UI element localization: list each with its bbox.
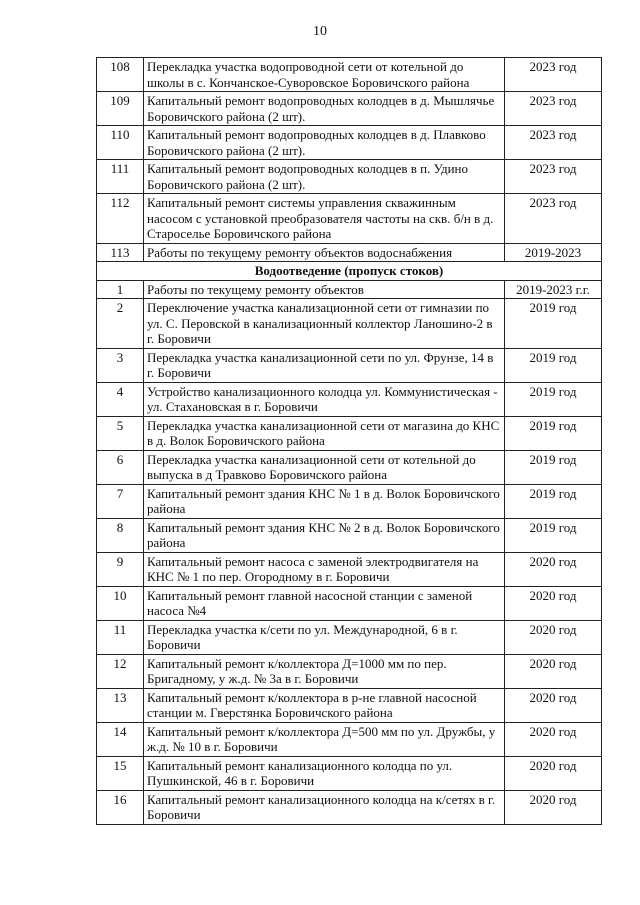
row-number: 111 bbox=[97, 160, 144, 194]
row-number: 113 bbox=[97, 243, 144, 262]
table-row bbox=[97, 552, 602, 586]
row-description: Капитальный ремонт водопроводных колодцев в д. Плавково Боровичского района (2 шт). bbox=[144, 126, 505, 160]
row-description: Капитальный ремонт канализационного колодца на к/сетях в г. Боровичи bbox=[144, 790, 505, 824]
table-row bbox=[97, 160, 602, 194]
row-year: 2023 год bbox=[505, 58, 602, 92]
row-description: Капитальный ремонт канализационного колодца по ул. Пушкинской, 46 в г. Боровичи bbox=[144, 756, 505, 790]
table-row bbox=[97, 382, 602, 416]
table-row bbox=[97, 280, 602, 299]
row-year: 2019 год bbox=[505, 518, 602, 552]
row-year: 2020 год bbox=[505, 586, 602, 620]
row-description: Работы по текущему ремонту объектов bbox=[144, 280, 505, 299]
table-row bbox=[97, 450, 602, 484]
row-description: Работы по текущему ремонту объектов водоснабжения bbox=[144, 243, 505, 262]
row-year: 2019-2023 г.г. bbox=[505, 280, 602, 299]
table-row bbox=[97, 790, 602, 824]
row-description: Перекладка участка канализационной сети от магазина до КНС в д. Волок Боровичского района bbox=[144, 416, 505, 450]
row-description: Перекладка участка водопроводной сети от котельной до школы в с. Кончанское-Суворовское Боровичского района bbox=[144, 58, 505, 92]
table-row bbox=[97, 620, 602, 654]
row-description: Капитальный ремонт к/коллектора в р-не главной насосной станции м. Гверстянка Боровичского района bbox=[144, 688, 505, 722]
row-year: 2023 год bbox=[505, 160, 602, 194]
row-number: 7 bbox=[97, 484, 144, 518]
row-number: 2 bbox=[97, 299, 144, 349]
row-description: Переключение участка канализационной сети от гимназии по ул. С. Перовской в канализационный коллектор Ланошино-2 в г. Боровичи bbox=[144, 299, 505, 349]
row-number: 13 bbox=[97, 688, 144, 722]
row-number: 4 bbox=[97, 382, 144, 416]
row-description: Капитальный ремонт насоса с заменой электродвигателя на КНС № 1 по пер. Огородному в г. Боровичи bbox=[144, 552, 505, 586]
table-row bbox=[97, 92, 602, 126]
table-row bbox=[97, 484, 602, 518]
row-number: 110 bbox=[97, 126, 144, 160]
table-row bbox=[97, 126, 602, 160]
row-number: 14 bbox=[97, 722, 144, 756]
row-year: 2020 год bbox=[505, 688, 602, 722]
row-year: 2019-2023 bbox=[505, 243, 602, 262]
row-description: Перекладка участка канализационной сети от котельной до выпуска в д Травково Боровичского района bbox=[144, 450, 505, 484]
row-description: Перекладка участка канализационной сети по ул. Фрунзе, 14 в г. Боровичи bbox=[144, 348, 505, 382]
works-table-body bbox=[97, 58, 602, 825]
row-description: Капитальный ремонт водопроводных колодцев в д. Мышлячье Боровичского района (2 шт). bbox=[144, 92, 505, 126]
row-year: 2023 год bbox=[505, 92, 602, 126]
row-number: 108 bbox=[97, 58, 144, 92]
row-year: 2019 год bbox=[505, 484, 602, 518]
section-row bbox=[97, 262, 602, 281]
table-row bbox=[97, 518, 602, 552]
row-number: 15 bbox=[97, 756, 144, 790]
row-description: Капитальный ремонт здания КНС № 1 в д. Волок Боровичского района bbox=[144, 484, 505, 518]
row-year: 2020 год bbox=[505, 722, 602, 756]
row-number: 10 bbox=[97, 586, 144, 620]
table-row bbox=[97, 243, 602, 262]
row-description: Капитальный ремонт здания КНС № 2 в д. Волок Боровичского района bbox=[144, 518, 505, 552]
row-year: 2020 год bbox=[505, 552, 602, 586]
row-year: 2023 год bbox=[505, 194, 602, 244]
row-year: 2019 год bbox=[505, 348, 602, 382]
row-year: 2020 год bbox=[505, 756, 602, 790]
row-number: 109 bbox=[97, 92, 144, 126]
row-number: 11 bbox=[97, 620, 144, 654]
row-number: 12 bbox=[97, 654, 144, 688]
row-description: Капитальный ремонт главной насосной станции с заменой насоса №4 bbox=[144, 586, 505, 620]
table-row bbox=[97, 586, 602, 620]
row-year: 2023 год bbox=[505, 126, 602, 160]
row-number: 8 bbox=[97, 518, 144, 552]
row-year: 2019 год bbox=[505, 416, 602, 450]
works-table bbox=[96, 57, 602, 825]
table-row bbox=[97, 348, 602, 382]
page-number: 10 bbox=[313, 24, 327, 39]
table-row bbox=[97, 194, 602, 244]
row-number: 16 bbox=[97, 790, 144, 824]
row-year: 2019 год bbox=[505, 382, 602, 416]
table-row bbox=[97, 722, 602, 756]
row-description: Капитальный ремонт к/коллектора Д=500 мм по ул. Дружбы, у ж.д. № 10 в г. Боровичи bbox=[144, 722, 505, 756]
row-number: 5 bbox=[97, 416, 144, 450]
row-year: 2019 год bbox=[505, 450, 602, 484]
row-description: Капитальный ремонт к/коллектора Д=1000 мм по пер. Бригадному, у ж.д. № 3а в г. Боровичи bbox=[144, 654, 505, 688]
table-row bbox=[97, 756, 602, 790]
row-description: Капитальный ремонт системы управления скважинным насосом с установкой преобразователя частоты на скв. б/н в д. Староселье Боровичского района bbox=[144, 194, 505, 244]
table-row bbox=[97, 688, 602, 722]
table-row bbox=[97, 416, 602, 450]
table-row bbox=[97, 299, 602, 349]
row-year: 2020 год bbox=[505, 620, 602, 654]
row-number: 112 bbox=[97, 194, 144, 244]
row-year: 2019 год bbox=[505, 299, 602, 349]
row-number: 9 bbox=[97, 552, 144, 586]
table-row bbox=[97, 58, 602, 92]
row-description: Перекладка участка к/сети по ул. Международной, 6 в г. Боровичи bbox=[144, 620, 505, 654]
row-number: 3 bbox=[97, 348, 144, 382]
row-year: 2020 год bbox=[505, 790, 602, 824]
row-description: Капитальный ремонт водопроводных колодцев в п. Удино Боровичского района (2 шт). bbox=[144, 160, 505, 194]
row-number: 1 bbox=[97, 280, 144, 299]
row-description: Устройство канализационного колодца ул. Коммунистическая - ул. Стахановская в г. Боровичи bbox=[144, 382, 505, 416]
row-number: 6 bbox=[97, 450, 144, 484]
row-year: 2020 год bbox=[505, 654, 602, 688]
table-row bbox=[97, 654, 602, 688]
section-title: Водоотведение (пропуск стоков) bbox=[97, 262, 602, 281]
